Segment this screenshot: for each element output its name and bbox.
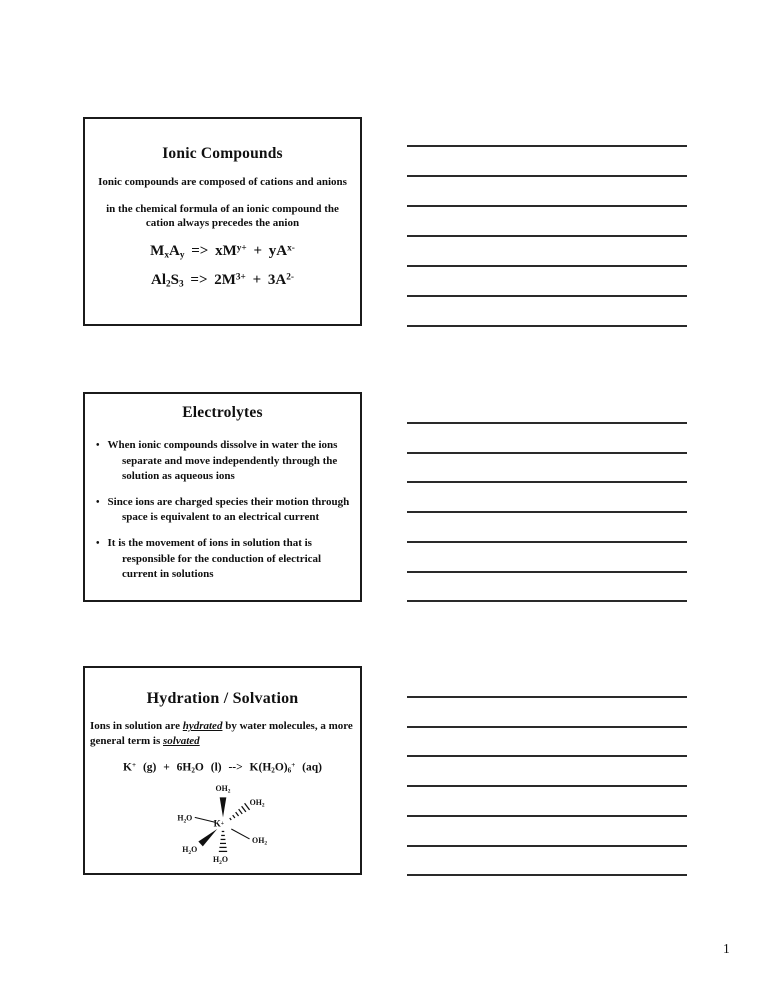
text-segment: y+ [236,242,247,253]
ligand-label: $OH_2$ [215,783,230,795]
slide1-paragraph-1: Ionic compounds are composed of cations and anions [98,176,347,188]
text-segment: 3+ [235,272,246,283]
note-line [407,600,687,602]
text-segment: 6 [287,766,292,775]
note-line [407,422,687,424]
page-number: 1 [723,941,730,956]
slide-thumbnail-ionic-compounds [83,117,362,326]
text-segment: => 2M [183,272,236,289]
bullet-text: Since ions are charged species their motion through space is equivalent to an electrical current [107,495,350,524]
bullet-text: It is the movement of ions in solution that is responsible for the conduction of electrical current in solutions [107,537,322,581]
bullet-item [92,438,356,485]
note-line [407,145,687,147]
bullet-marker: • [96,440,100,451]
bullet-item [92,536,356,583]
slide1-title: Ionic Compounds [162,145,283,162]
text-segment: Al [150,272,166,289]
note-line [407,571,687,573]
text-segment: by water molecules, a more general term is [90,720,353,748]
slide1-formula-example [85,272,360,290]
note-line [407,325,687,327]
ligand-label: K+ [213,818,224,829]
text-segment: 3 [178,279,184,290]
slide1-formula-general [85,243,360,261]
bullet-item [92,495,356,526]
note-line [407,511,687,513]
text-segment: O) [274,761,288,774]
bullet-text: When ionic compounds dissolve in water the ions separate and move independently through the solution as aqueous ions [107,439,338,483]
text-segment: 2 [271,766,275,775]
bullet-marker: • [96,496,100,508]
text-segment: => xM [184,242,237,259]
hydrated-potassium-diagram [85,780,360,873]
text-segment: solvated [163,735,200,748]
ligand-label: $OH_2$ [251,835,267,847]
note-line [407,235,687,237]
text-segment: x [164,250,169,261]
slide3-equation [85,761,360,775]
note-line [407,845,687,847]
slide3-title: Hydration / Solvation [146,690,299,707]
text-segment: (g) + 6H [136,761,192,774]
note-line [407,726,687,728]
ligand-label: $H_2O$ [212,855,228,866]
slide3-intro [90,719,356,749]
note-line [407,815,687,817]
text-segment: A [168,242,180,259]
text-segment: + 3A [245,272,287,289]
ligand-label: $H_2O$ [176,813,192,825]
slide1-paragraph-2: in the chemical formula of an ionic compound the cation always precedes the anion [106,202,339,230]
slide2-title: Electrolytes [182,404,263,421]
text-segment: K [123,761,132,774]
text-segment: S [170,272,179,289]
note-line [407,205,687,207]
slide2-bullet-list [92,438,356,583]
text-segment: + yA [246,242,288,259]
text-segment: (aq) [295,761,322,774]
slide-thumbnail-electrolytes [83,392,362,602]
molecule-svg [148,780,298,868]
text-segment: y [179,250,185,261]
bullet-marker: • [96,538,100,550]
text-segment: + [132,761,137,770]
ligand-label: $OH_2$ [249,797,265,809]
note-line [407,265,687,267]
text-segment: O (l) --> K(H [194,761,272,774]
note-line [407,481,687,483]
text-segment: x- [287,242,295,253]
note-line [407,874,687,876]
note-line [407,295,687,297]
note-line [407,785,687,787]
text-segment: 2- [286,272,294,283]
text-segment: Ions in solution are [90,720,183,732]
slide-thumbnail-hydration-solvation [83,666,362,875]
text-segment: + [291,761,296,770]
text-segment: M [150,242,165,259]
ligand-label: $H_2O$ [181,845,197,856]
text-segment: 2 [191,766,195,775]
note-line [407,541,687,543]
note-line [407,452,687,454]
note-line [407,175,687,177]
note-line [407,696,687,698]
text-segment: 2 [165,279,171,290]
text-segment: hydrated [182,720,223,732]
note-line [407,755,687,757]
